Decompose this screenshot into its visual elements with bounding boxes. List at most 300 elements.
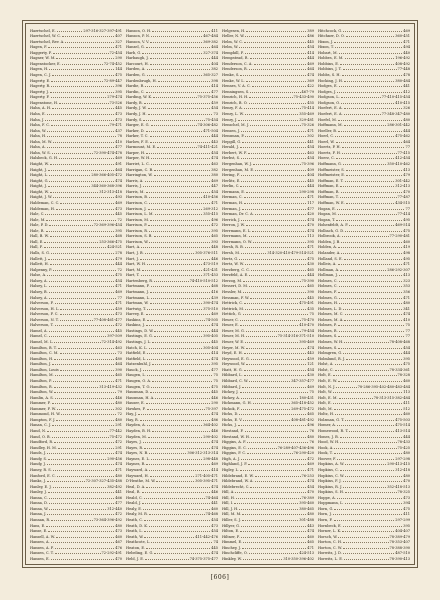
entry-pages: 439 — [211, 295, 218, 300]
entry-pages: 446 — [211, 429, 218, 433]
entry-pages: 471 — [115, 45, 122, 50]
entry-name: Haskins, J. — [126, 323, 145, 328]
dot-leader — [346, 173, 402, 177]
entry-pages: 479 — [403, 173, 410, 178]
dot-leader — [346, 167, 403, 171]
entry-pages: 477 — [307, 206, 314, 211]
entry-pages: 471 — [115, 378, 122, 383]
entry-pages: 454 — [307, 156, 314, 161]
entry-name: Healy, E. — [126, 506, 142, 511]
entry-name: Haney, R. S. — [30, 467, 52, 472]
entry-pages: 475 — [403, 506, 410, 511]
entry-pages: 113 — [307, 234, 314, 239]
entry-name: Hitchner, D. O. — [318, 34, 345, 39]
dot-leader — [151, 295, 210, 299]
dot-leader — [254, 61, 307, 65]
dot-leader — [345, 56, 395, 60]
dot-leader — [150, 134, 211, 138]
dot-leader — [339, 395, 373, 399]
dot-leader — [49, 334, 106, 338]
entry-pages: 78-389-479 — [389, 534, 410, 539]
entry-pages: 380 — [211, 173, 218, 178]
entry-name: Hertz, G. — [222, 256, 239, 261]
entry-pages: 77-414 — [397, 212, 410, 217]
dot-leader — [343, 306, 402, 310]
dot-leader — [147, 73, 203, 77]
dot-leader — [245, 134, 306, 138]
dot-leader — [147, 406, 205, 410]
dot-leader — [334, 506, 402, 510]
dot-leader — [144, 495, 205, 499]
dot-leader — [49, 506, 106, 510]
dot-leader — [238, 117, 298, 121]
entry-pages: 494 — [403, 45, 410, 50]
entry-pages: 475 — [115, 73, 122, 77]
entry-pages: 469 — [211, 178, 218, 183]
dot-leader — [60, 200, 114, 204]
entry-name: Hopkins, C. — [318, 467, 339, 472]
dot-leader — [240, 73, 306, 77]
dot-leader — [151, 34, 202, 38]
entry-pages: 341 — [403, 306, 410, 311]
dot-leader — [244, 195, 307, 199]
dot-leader — [47, 273, 114, 277]
entry-pages: 454 — [211, 106, 218, 111]
dot-leader — [339, 328, 405, 332]
entry-name: Henschel, M. J. — [222, 123, 250, 128]
entry-pages: 496 — [307, 423, 314, 428]
entry-pages: 77 — [405, 334, 410, 339]
entry-name: Herzberg, C. C. — [222, 267, 250, 272]
dot-leader — [346, 200, 394, 204]
dot-leader — [48, 45, 114, 49]
entry-name: Hagerty, E. — [30, 78, 51, 83]
entry-pages: 75-425 — [397, 445, 410, 450]
entry-pages: 464 — [307, 67, 314, 72]
dot-leader — [148, 106, 211, 110]
entry-pages: 286-301-442 — [387, 123, 410, 128]
entry-name: Halpenny, P. — [30, 267, 52, 272]
entry-pages: 495 — [403, 256, 410, 261]
dot-leader — [58, 345, 114, 349]
entry-name: Higgins, E. C. — [222, 445, 247, 450]
entry-pages: 469 — [307, 61, 314, 66]
dot-leader — [151, 384, 210, 388]
entry-name: Hagerty, J. — [30, 89, 49, 94]
entry-pages: 269-475-472 — [291, 406, 314, 411]
entry-name: Handford, R. — [30, 440, 54, 445]
dot-leader — [245, 245, 306, 249]
entry-name: Henke, W. L. — [222, 78, 245, 83]
entry-pages: 441 — [307, 139, 314, 144]
entry-pages: 78-286-395-402-480-483-484 — [357, 384, 410, 389]
entry-name: Hiltner, F. — [222, 534, 240, 539]
entry-pages: 454 — [211, 518, 218, 522]
entry-pages: 72-74-452 — [103, 61, 122, 66]
entry-name: Harrigan, C. B. — [126, 167, 154, 172]
entry-pages: 280-366-405-472 — [91, 173, 122, 178]
entry-name: Hart, J. B. — [126, 251, 144, 255]
entry-name: Hand, N. — [30, 429, 47, 433]
dot-leader — [152, 362, 210, 366]
entry-pages: 477 — [115, 501, 122, 506]
entry-name: Henningsen, S. — [222, 89, 250, 94]
entry-name: Haldeman, C. C. — [30, 200, 60, 205]
entry-pages: 297-298 — [395, 456, 410, 461]
entry-name: Hahn, J. — [30, 117, 45, 122]
entry-name: Halsey, A. — [30, 278, 48, 283]
entry-name: Hibbard, C. W. — [222, 378, 249, 383]
dot-leader — [144, 518, 210, 522]
dot-leader — [343, 351, 402, 355]
entry-name: Hickey, A. — [222, 395, 240, 400]
entry-name: Hilton, E. — [222, 529, 240, 534]
entry-pages: 76-389 — [301, 495, 314, 500]
entry-name: Holmes, S. — [318, 345, 338, 350]
entry-name: Hand, O. B. — [30, 434, 51, 439]
dot-leader — [47, 128, 114, 132]
entry-pages: 441 — [115, 490, 122, 495]
dot-leader — [50, 262, 114, 266]
entry-name: Hebl, J. E. — [126, 556, 144, 561]
entry-name: Hobbs, S. H. — [318, 73, 341, 77]
entry-pages: 470 — [403, 479, 410, 484]
entry-name: Hoffman, R. — [318, 189, 340, 194]
entry-pages: 445 — [115, 212, 122, 217]
dot-leader — [51, 95, 107, 99]
entry-name: Hiller, S. J. — [222, 518, 241, 522]
entry-pages: 475 — [115, 273, 122, 278]
entry-pages: 77 — [405, 145, 410, 150]
entry-pages: 380-484 — [395, 78, 410, 83]
entry-name: Hayden, A. — [126, 423, 146, 428]
entry-name: Hill, I. — [222, 501, 234, 506]
dot-leader — [255, 212, 306, 216]
entry-name: Hart, A. — [126, 245, 141, 250]
dot-leader — [345, 228, 402, 232]
entry-pages: 75 — [309, 390, 314, 395]
dot-leader — [247, 451, 292, 455]
index-columns — [30, 28, 410, 562]
entry-pages: 471-504 — [203, 128, 218, 133]
entry-name: Holden, J. B. — [318, 239, 341, 244]
entry-name: Homer, A. — [318, 423, 336, 428]
entry-name: Henderson, C. A. — [222, 61, 253, 66]
entry-pages: 76-253 — [301, 473, 314, 478]
entry-pages: 365-327 — [203, 73, 218, 77]
entry-pages: 454 — [211, 189, 218, 194]
entry-pages: 380-465 — [299, 506, 314, 511]
entry-pages: 394 — [403, 501, 410, 506]
dot-leader — [147, 423, 202, 427]
entry-pages: 75 — [213, 373, 218, 378]
entry-pages: 414 — [211, 467, 218, 472]
dot-leader — [238, 423, 307, 427]
entry-name: Herrmann, M. — [222, 234, 248, 239]
dot-leader — [48, 256, 114, 260]
entry-pages: 413 — [403, 273, 410, 278]
entry-name: Hahn, E. — [30, 111, 46, 116]
dot-leader — [244, 351, 306, 355]
dot-leader — [337, 89, 402, 93]
dot-leader — [243, 417, 290, 421]
entry-name: Hiatt, H. G. — [222, 367, 243, 372]
dot-leader — [245, 306, 306, 310]
entry-pages: 473 — [115, 206, 122, 211]
dot-leader — [61, 412, 116, 416]
dot-leader — [337, 423, 394, 427]
entry-pages: 444 — [211, 134, 218, 139]
entry-name: Horton, C. W. — [318, 545, 343, 550]
entry-pages: 395 — [307, 239, 314, 244]
entry-pages: 412-454 — [395, 156, 410, 161]
entry-name: Hansell, A. W. — [30, 534, 55, 539]
entry-pages: 76 — [309, 440, 314, 445]
entry-name: Horn, G. — [318, 506, 334, 511]
entry-name: Hammer, F. — [30, 401, 51, 406]
entry-name: Hausman, D. — [126, 390, 150, 395]
entry-name: Hoffman, T. — [318, 195, 339, 200]
entry-name: Holbrook, A. — [318, 234, 341, 239]
dot-leader — [54, 390, 116, 394]
dot-leader — [146, 323, 210, 327]
dot-leader — [149, 523, 210, 527]
dot-leader — [46, 523, 114, 527]
entry-pages: 414 — [307, 50, 314, 55]
entry-pages: 77 — [405, 328, 410, 333]
entry-name: Henry, L. W. — [222, 111, 244, 116]
dot-leader — [255, 167, 306, 171]
dot-leader — [344, 340, 388, 344]
entry-name: Hansen, E. — [30, 556, 50, 561]
entry-pages: 404-407 — [395, 529, 410, 534]
entry-pages: 472 — [307, 456, 314, 461]
entry-name: Hardy, S. — [126, 117, 143, 122]
entry-name: Horton, C. H. — [318, 540, 343, 545]
dot-leader — [239, 506, 298, 510]
entry-pages: 445 — [211, 545, 218, 550]
dot-leader — [240, 145, 306, 149]
dot-leader — [343, 545, 389, 549]
dot-leader — [338, 334, 404, 338]
entry-pages: 408-492 — [395, 61, 410, 66]
entry-pages: 512 — [403, 406, 410, 411]
entry-name: Haugen, O. A. — [126, 378, 152, 383]
dot-leader — [242, 518, 298, 522]
entry-pages: 410 — [115, 139, 122, 144]
entry-pages: 459 — [211, 100, 218, 105]
entry-name: Hallett, H. — [30, 262, 49, 267]
entry-name: Haight, J. W. — [30, 195, 53, 200]
dot-leader — [244, 39, 306, 43]
dot-leader — [342, 529, 394, 533]
entry-pages: 72-89-447 — [103, 78, 122, 83]
dot-leader — [242, 206, 306, 210]
dot-leader — [148, 434, 202, 438]
entry-name: Hannan, R. — [30, 518, 51, 522]
entry-name: Hildebrand, E. W. — [222, 473, 254, 478]
entry-name: Harper, H. — [126, 150, 146, 155]
dot-leader — [52, 401, 115, 405]
dot-leader — [143, 367, 210, 371]
entry-pages: 469 — [403, 28, 410, 33]
entry-pages: 290 — [211, 401, 218, 406]
entry-pages: 78-388-390 — [389, 545, 410, 550]
entry-pages: 72-369-396-454 — [93, 223, 122, 228]
entry-pages: 396 — [115, 84, 122, 89]
entry-pages: 480 — [115, 401, 122, 406]
dot-leader — [60, 306, 114, 310]
dot-leader — [253, 401, 290, 405]
dot-leader — [44, 245, 106, 249]
entry-pages: 271-405-471 — [195, 473, 218, 478]
entry-pages: 72-292-491 — [101, 551, 122, 556]
entry-pages: 78-408-468 — [389, 340, 410, 344]
entry-name: Haight, G. — [30, 178, 49, 183]
entry-pages: 312-313-418 — [99, 189, 122, 194]
dot-leader — [335, 134, 394, 138]
entry-name: Hans, E. — [30, 523, 46, 528]
dot-leader — [52, 150, 93, 154]
entry-name: Hobbins, E. — [318, 61, 339, 66]
dot-leader — [343, 28, 402, 32]
dot-leader — [345, 473, 402, 477]
entry-name: Heyer, M. W. — [222, 345, 245, 350]
entry-name: Holmes, S. — [318, 334, 338, 339]
entry-name: Harris, M. — [126, 189, 145, 194]
dot-leader — [241, 128, 306, 132]
dot-leader — [342, 234, 389, 238]
entry-name: Hardy, J. W. — [126, 106, 147, 111]
dot-leader — [341, 100, 394, 104]
entry-pages: 480 — [307, 512, 314, 517]
dot-leader — [342, 145, 405, 149]
entry-pages: 78-353-407 — [389, 540, 410, 545]
entry-name: Hoffmeister, E. — [318, 173, 345, 178]
entry-name: Henderson, R. — [222, 67, 248, 72]
entry-name: Hastings, J. L. — [126, 340, 152, 344]
dot-leader — [53, 378, 114, 382]
entry-pages: 291 — [115, 445, 122, 450]
entry-pages: 389 — [307, 28, 314, 33]
entry-pages: 491 — [115, 162, 122, 166]
entry-pages: 444 — [403, 128, 410, 133]
entry-pages: 77-415 — [397, 150, 410, 155]
entry-name: Hastings, E. G. — [126, 334, 153, 339]
entry-name: Hauck, J. — [126, 367, 143, 372]
entry-pages: 397-509 — [107, 334, 122, 339]
dot-leader — [56, 417, 114, 421]
entry-pages: 465 — [307, 284, 314, 289]
entry-pages: 78-328 — [397, 373, 410, 378]
dot-leader — [249, 284, 306, 288]
entry-name: Hands, J. — [30, 451, 47, 456]
entry-pages: 76-290-420 — [293, 451, 314, 456]
dot-leader — [334, 39, 402, 43]
entry-name: Harb, G. — [126, 50, 142, 55]
entry-name: Holt, E. W. — [318, 378, 338, 383]
dot-leader — [49, 223, 92, 227]
dot-leader — [156, 479, 194, 483]
entry-pages: 305-376-511 — [195, 251, 218, 255]
entry-pages: 410-415 — [395, 100, 410, 105]
entry-pages: 77 — [117, 295, 122, 300]
entry-name: Horwitz, J. D. — [318, 551, 342, 556]
entry-pages: 470 — [403, 189, 410, 194]
entry-pages: 498 — [403, 251, 410, 255]
dot-leader — [142, 267, 202, 271]
dot-leader — [55, 323, 115, 327]
entry-name: Haugen, T. O. — [126, 384, 151, 389]
entry-pages: 474 — [307, 345, 314, 350]
entry-pages: 382 — [211, 167, 218, 172]
entry-name: Hepgill, G. — [222, 139, 242, 144]
entry-name: Haertschel, W. C. — [30, 34, 62, 39]
entry-pages: 409 — [307, 167, 314, 172]
entry-name: Hiestand, W. H. — [222, 434, 250, 439]
dot-leader — [241, 523, 306, 527]
entry-pages: 78-390-413 — [389, 556, 410, 561]
dot-leader — [152, 28, 210, 32]
dot-leader — [53, 50, 109, 54]
dot-leader — [246, 334, 276, 338]
entry-pages: 474 — [403, 312, 410, 317]
dot-leader — [49, 501, 114, 505]
dot-leader — [246, 328, 301, 332]
entry-name: Hoffmann, G. — [318, 162, 342, 166]
entry-name: Holst, A. — [318, 362, 334, 367]
entry-name: Holmes, H. — [318, 301, 339, 306]
entry-name: Harlow, F. E. — [126, 139, 149, 144]
entry-name: Holmes, C. — [318, 284, 338, 289]
entry-name: Holland, S. E. — [318, 256, 343, 261]
entry-name: Hensman, P. — [222, 134, 245, 139]
entry-pages: 471 — [307, 545, 314, 550]
entry-pages: 445 — [307, 178, 314, 183]
entry-name: Heuer, C. — [222, 317, 239, 322]
entry-name: Holbach, G. D. — [318, 228, 345, 233]
entry-pages: 407 — [115, 34, 122, 39]
entry-name: Hardie, R. — [126, 84, 145, 89]
entry-name: Hanna, W. — [30, 506, 49, 511]
entry-pages: 470 — [307, 223, 314, 228]
entry-pages: 478 — [403, 73, 410, 77]
entry-name: Harrison, J. — [126, 206, 147, 211]
dot-leader — [249, 378, 290, 382]
entry-pages: 411-442-476 — [195, 534, 218, 539]
entry-pages: 326 — [403, 106, 410, 111]
entry-pages: 469 — [115, 200, 122, 205]
dot-leader — [244, 200, 306, 204]
dot-leader — [146, 189, 211, 193]
entry-name: Heuer, M. H. — [222, 334, 246, 339]
dot-leader — [241, 456, 306, 460]
entry-pages: 467-79 — [301, 89, 314, 94]
entry-pages: 465 — [115, 373, 122, 378]
entry-pages: 290 — [115, 56, 122, 61]
entry-name: Holt, E. — [318, 373, 332, 378]
entry-name: Hardy, J. H. — [126, 111, 147, 116]
dot-leader — [344, 256, 403, 260]
dot-leader — [149, 200, 210, 204]
entry-pages: 395 — [403, 356, 410, 361]
entry-name: Horsch, W. — [318, 534, 338, 539]
entry-name: Heath, W. — [126, 534, 144, 539]
entry-name: Herman, H. — [222, 200, 244, 205]
dot-leader — [144, 100, 211, 104]
entry-name: Hamlin, A. S. — [30, 395, 54, 400]
dot-leader — [150, 139, 210, 143]
